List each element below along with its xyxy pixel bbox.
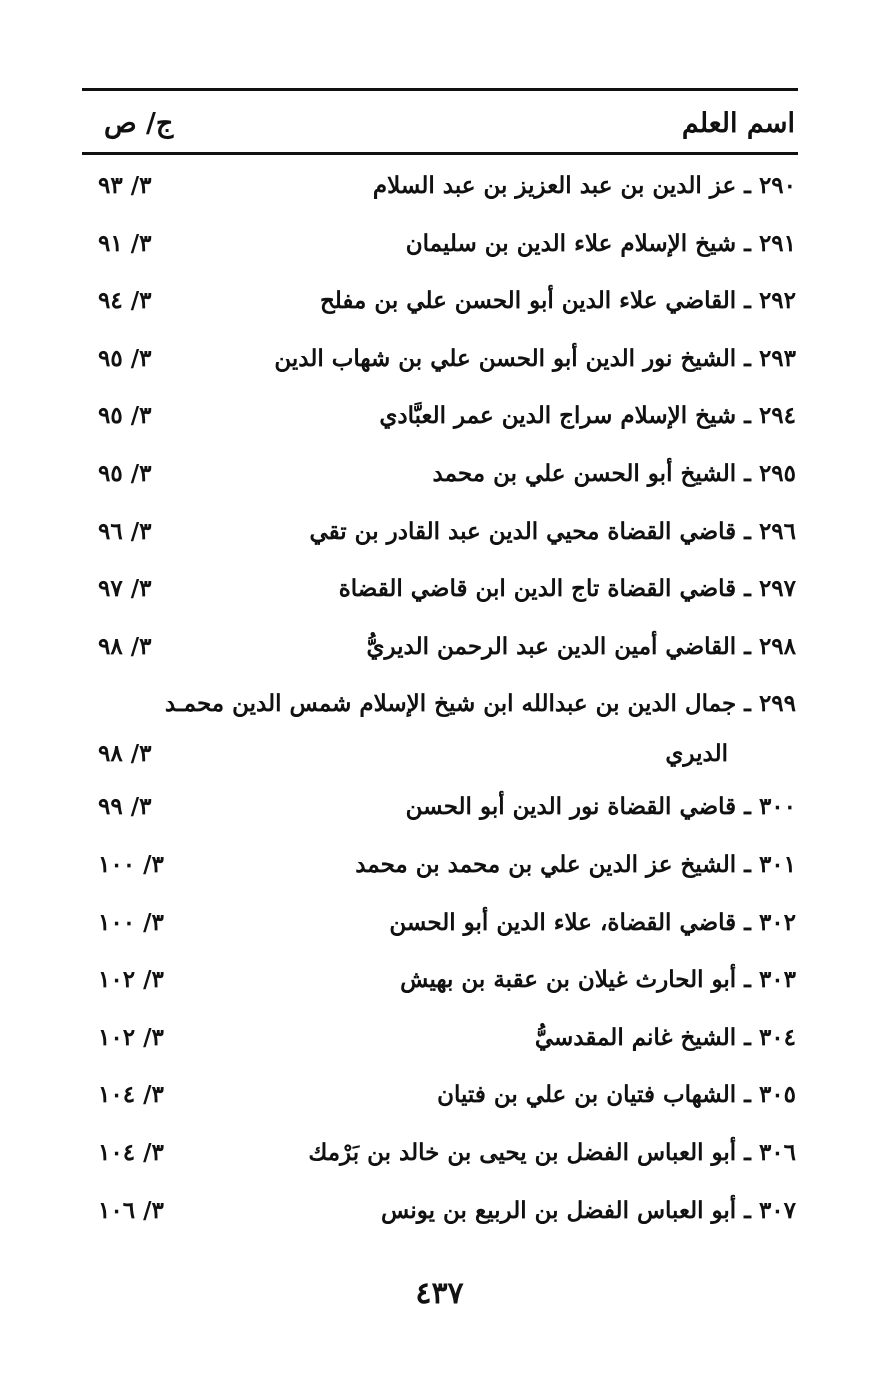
entry-reference: ٣/ ٩٣ — [98, 172, 152, 199]
entry-number: ٣٠٤ — [758, 1024, 796, 1051]
entry-number: ٢٩٥ — [758, 460, 796, 487]
entry-title: أبو العباس الفضل بن الربيع بن يونس — [381, 1197, 737, 1224]
entry-separator: ـ — [736, 851, 759, 878]
entry-number: ٣٠٦ — [758, 1139, 796, 1166]
index-entry — [82, 1071, 798, 1119]
entry-title: قاضي القضاة تاج الدين ابن قاضي القضاة — [338, 575, 737, 602]
index-entry — [82, 392, 798, 440]
entry-title: الشهاب فتيان بن علي بن فتيان — [437, 1081, 737, 1108]
entry-separator: ـ — [736, 287, 759, 314]
entry-reference: ٣/ ٩٩ — [98, 793, 152, 820]
entry-separator: ـ — [736, 230, 759, 257]
entry-title: شيخ الإسلام علاء الدين بن سليمان — [405, 230, 737, 257]
entry-name — [339, 573, 796, 605]
index-entry — [82, 508, 798, 556]
entry-reference: ٣/ ٩٨ — [98, 633, 152, 660]
entry-number: ٣٠٣ — [758, 966, 796, 993]
entry-reference: ٣/ ١٠٠ — [98, 909, 164, 936]
entry-reference: ٣/ ١٠٦ — [98, 1197, 164, 1224]
entry-separator: ـ — [736, 793, 759, 820]
entry-name — [366, 631, 796, 663]
entry-name — [389, 907, 796, 939]
entry-title: القاضي أمين الدين عبد الرحمن الديريُّ — [366, 633, 737, 660]
top-rule — [82, 88, 798, 91]
entry-title: جمال الدين بن عبدالله ابن شيخ الإسلام شمس الدين محمـد — [164, 690, 737, 717]
entry-number: ٣٠١ — [758, 851, 796, 878]
entry-name — [437, 1079, 796, 1111]
index-entry — [82, 956, 798, 1004]
entry-title: عز الدين بن عبد العزيز بن عبد السلام — [372, 172, 737, 199]
index-entry — [82, 1187, 798, 1235]
name-column-header: اسم العلم — [681, 108, 795, 139]
entry-separator: ـ — [736, 345, 759, 372]
reference-column-header: ج/ ص — [104, 108, 174, 139]
entry-number: ٢٩٦ — [758, 518, 796, 545]
entry-reference: ٣/ ١٠٤ — [98, 1081, 164, 1108]
index-entry — [82, 450, 798, 498]
index-entry — [82, 783, 798, 831]
entry-name — [274, 343, 796, 375]
entry-reference: ٣/ ١٠٢ — [98, 1024, 164, 1051]
index-entry — [82, 335, 798, 383]
page-number: ٤٣٧ — [415, 1276, 464, 1311]
entry-number: ٢٩٤ — [758, 402, 796, 429]
index-entry — [82, 1014, 798, 1062]
entry-reference: ٣/ ١٠٠ — [98, 851, 164, 878]
entry-separator: ـ — [736, 909, 759, 936]
entry-name — [309, 516, 796, 548]
entry-title: قاضي القضاة نور الدين أبو الحسن — [405, 793, 737, 820]
entry-name — [400, 964, 796, 996]
entry-separator: ـ — [736, 172, 759, 199]
entry-separator: ـ — [736, 1197, 759, 1224]
entry-separator: ـ — [736, 518, 759, 545]
entry-number: ٢٩٢ — [758, 287, 796, 314]
index-entries — [82, 162, 798, 1252]
entry-name — [406, 791, 796, 823]
index-entry — [82, 841, 798, 889]
entry-reference: ٣/ ١٠٢ — [98, 966, 164, 993]
entry-continuation: الديري — [665, 740, 728, 767]
entry-name — [373, 170, 796, 202]
index-entry — [82, 220, 798, 268]
entry-name — [379, 400, 796, 432]
index-entry — [82, 277, 798, 325]
index-entry — [82, 565, 798, 613]
entry-separator: ـ — [736, 1081, 759, 1108]
entry-separator: ـ — [736, 966, 759, 993]
entry-title: قاضي القضاة، علاء الدين أبو الحسن — [389, 909, 737, 936]
entry-number: ٣٠٥ — [758, 1081, 796, 1108]
entry-name — [433, 458, 796, 490]
entry-title: القاضي علاء الدين أبو الحسن علي بن مفلح — [319, 287, 737, 314]
entry-separator: ـ — [736, 575, 759, 602]
entry-reference: ٣/ ٩٧ — [98, 575, 152, 602]
entry-title: الشيخ غانم المقدسيُّ — [534, 1024, 737, 1051]
entry-number: ٣٠٢ — [758, 909, 796, 936]
entry-number: ٢٩٠ — [758, 172, 796, 199]
entry-separator: ـ — [736, 633, 759, 660]
entry-title: أبو العباس الفضل بن يحيى بن خالد بن بَرْمك — [308, 1139, 737, 1166]
entry-reference: ٣/ ٩٥ — [98, 460, 152, 487]
entry-name — [355, 849, 796, 881]
entry-number: ٢٩٨ — [758, 633, 796, 660]
entry-title: قاضي القضاة محيي الدين عبد القادر بن تقي — [309, 518, 737, 545]
entry-reference: ٣/ ٩٨ — [98, 740, 152, 767]
entry-title: شيخ الإسلام سراج الدين عمر العبَّادي — [379, 402, 737, 429]
header-rule — [82, 152, 798, 155]
entry-separator: ـ — [736, 690, 759, 717]
entry-number: ٢٩٩ — [758, 690, 796, 717]
entry-reference: ٣/ ٩٥ — [98, 345, 152, 372]
index-entry — [82, 623, 798, 671]
index-entry — [82, 162, 798, 210]
index-entry — [82, 899, 798, 947]
entry-separator: ـ — [736, 1139, 759, 1166]
index-entry — [82, 680, 798, 728]
entry-title: الشيخ أبو الحسن علي بن محمد — [432, 460, 737, 487]
entry-name — [535, 1022, 796, 1054]
entry-separator: ـ — [736, 1024, 759, 1051]
entry-name — [165, 688, 796, 720]
entry-number: ٣٠٧ — [758, 1197, 796, 1224]
entry-name — [308, 1137, 796, 1169]
entry-title: أبو الحارث غيلان بن عقبة بن بهيش — [400, 966, 737, 993]
entry-name — [406, 228, 796, 260]
entry-reference: ٣/ ٩٥ — [98, 402, 152, 429]
entry-number: ٢٩٧ — [758, 575, 796, 602]
entry-reference: ٣/ ٩٦ — [98, 518, 152, 545]
index-entry-continuation — [82, 730, 798, 778]
entry-number: ٢٩١ — [758, 230, 796, 257]
entry-reference: ٣/ ٩٤ — [98, 287, 152, 314]
entry-title: الشيخ نور الدين أبو الحسن علي بن شهاب الدين — [274, 345, 737, 372]
entry-number: ٣٠٠ — [758, 793, 796, 820]
entry-name — [320, 285, 796, 317]
entry-number: ٢٩٣ — [758, 345, 796, 372]
entry-title: الشيخ عز الدين علي بن محمد بن محمد — [355, 851, 737, 878]
entry-separator: ـ — [736, 460, 759, 487]
entry-reference: ٣/ ١٠٤ — [98, 1139, 164, 1166]
index-entry — [82, 1129, 798, 1177]
entry-name — [381, 1195, 796, 1227]
entry-reference: ٣/ ٩١ — [98, 230, 152, 257]
entry-separator: ـ — [736, 402, 759, 429]
